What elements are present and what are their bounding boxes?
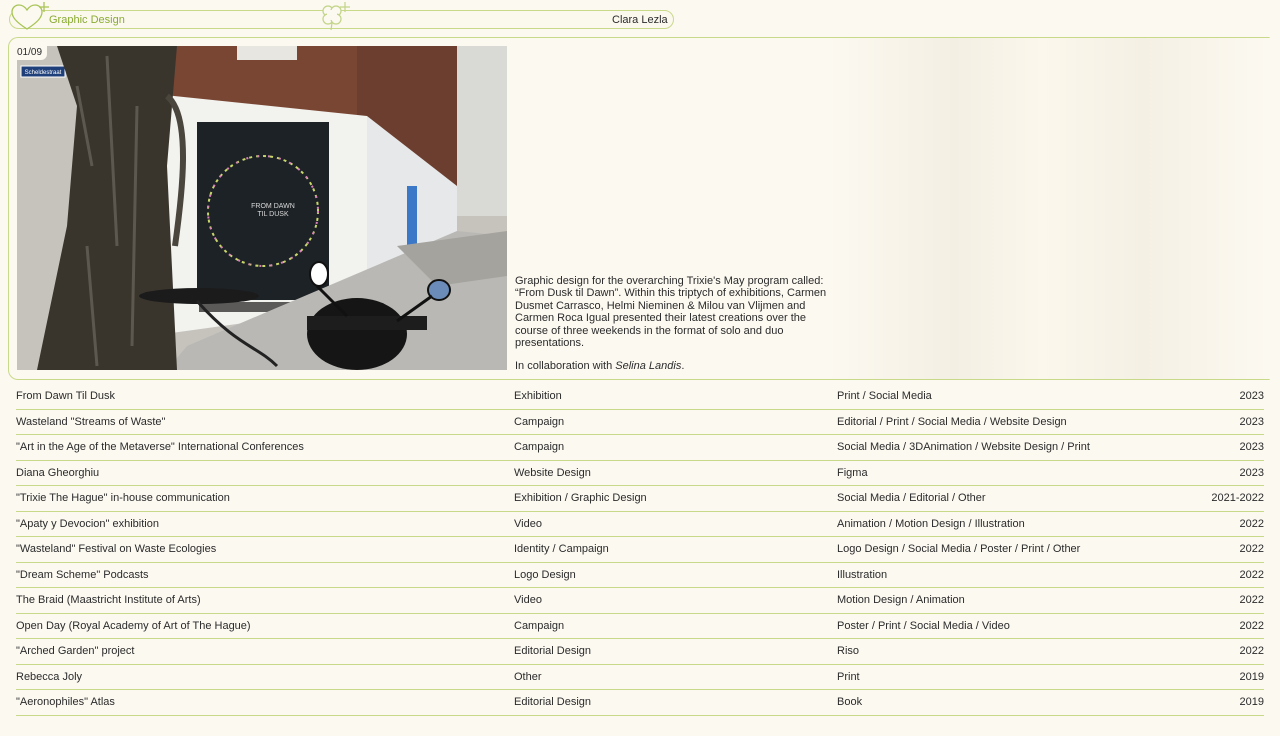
table-row[interactable] bbox=[16, 435, 1264, 461]
heart-icon[interactable] bbox=[8, 2, 50, 32]
window-text-line-2: TIL DUSK bbox=[257, 211, 289, 218]
credit-suffix: . bbox=[681, 360, 685, 372]
project-type: Exhibition bbox=[514, 390, 562, 402]
project-year: 2022 bbox=[1239, 517, 1264, 530]
project-year: 2023 bbox=[1239, 390, 1264, 402]
project-media: Editorial / Print / Social Media / Website Design bbox=[837, 415, 1067, 428]
table-row[interactable] bbox=[16, 690, 1264, 716]
project-year: 2022 bbox=[1239, 543, 1264, 555]
project-media: Motion Design / Animation bbox=[837, 594, 965, 606]
project-type: Editorial Design bbox=[514, 696, 592, 708]
project-media: Poster / Print / Social Media / Video bbox=[837, 619, 1010, 632]
table-row[interactable] bbox=[16, 537, 1264, 563]
project-name: Wasteland "Streams of Waste" bbox=[16, 415, 166, 428]
project-description: Graphic design for the overarching Trixie's May program called: “From Dusk til Dawn”. Within this triptych of exhibitions, Carmen Dusmet Carrasco, Helmi Nieminen & Milou van Vlijmen and Carmen Roca Igual presented their latest creations over the course of three weekends in the format of solo and duo presentations. bbox=[515, 275, 827, 350]
project-media: Riso bbox=[837, 645, 860, 657]
table-row[interactable] bbox=[16, 461, 1264, 487]
credit-prefix: In collaboration with bbox=[515, 360, 616, 372]
project-credit bbox=[515, 360, 684, 373]
project-name: "Apaty y Devocion" exhibition bbox=[16, 517, 159, 530]
project-media: Social Media / 3DAnimation / Website Design / Print bbox=[837, 441, 1090, 453]
nav-section-title[interactable]: Graphic Design bbox=[49, 14, 125, 26]
table-row[interactable] bbox=[16, 563, 1264, 589]
project-media: Print / Social Media bbox=[837, 390, 932, 402]
project-media: Social Media / Editorial / Other bbox=[837, 492, 986, 504]
project-year: 2019 bbox=[1239, 696, 1264, 708]
project-name: From Dawn Til Dusk bbox=[16, 390, 116, 402]
window-text-line-1: FROM DAWN bbox=[251, 203, 295, 210]
project-year: 2022 bbox=[1239, 568, 1264, 581]
table-row[interactable] bbox=[16, 665, 1264, 691]
credit-collaborator: Selina Landis bbox=[615, 360, 682, 372]
table-row[interactable] bbox=[16, 512, 1264, 538]
project-name: "Arched Garden" project bbox=[16, 645, 135, 657]
project-name: "Trixie The Hague" in-house communication bbox=[16, 492, 230, 504]
table-row[interactable] bbox=[16, 639, 1264, 665]
project-type: Identity / Campaign bbox=[514, 543, 609, 555]
project-type: Campaign bbox=[514, 619, 565, 632]
slide-counter: 01/09 bbox=[16, 45, 47, 60]
table-row[interactable] bbox=[16, 614, 1264, 640]
project-year: 2023 bbox=[1239, 415, 1264, 428]
project-name: Diana Gheorghiu bbox=[16, 466, 100, 479]
exhibition-photo-image bbox=[17, 46, 507, 370]
table-row[interactable] bbox=[16, 486, 1264, 512]
project-type: Campaign bbox=[514, 415, 565, 428]
project-type: Editorial Design bbox=[514, 645, 592, 657]
table-row[interactable] bbox=[16, 384, 1264, 410]
street-sign-text: Scheldestraat bbox=[24, 70, 62, 76]
project-year: 2021-2022 bbox=[1211, 492, 1264, 504]
project-name: "Aeronophiles" Atlas bbox=[16, 696, 115, 708]
project-year: 2019 bbox=[1239, 670, 1264, 683]
project-type: Exhibition / Graphic Design bbox=[514, 492, 647, 504]
project-name: The Braid (Maastricht Institute of Arts) bbox=[16, 594, 201, 606]
project-media: Print bbox=[837, 670, 860, 683]
project-media: Illustration bbox=[837, 568, 888, 581]
project-type: Other bbox=[514, 670, 542, 683]
project-name: "Wasteland" Festival on Waste Ecologies bbox=[16, 543, 217, 555]
project-name: "Dream Scheme" Podcasts bbox=[16, 568, 149, 581]
table-row[interactable] bbox=[16, 410, 1264, 436]
project-photo[interactable] bbox=[17, 46, 507, 370]
projects-table bbox=[16, 384, 1264, 716]
table-row[interactable] bbox=[16, 588, 1264, 614]
project-year: 2022 bbox=[1239, 619, 1264, 632]
project-media: Book bbox=[837, 696, 863, 708]
project-year: 2023 bbox=[1239, 466, 1264, 479]
project-type: Logo Design bbox=[514, 568, 576, 581]
nav-author-name[interactable]: Clara Lezla bbox=[612, 14, 668, 26]
project-type: Website Design bbox=[514, 466, 591, 479]
project-media: Figma bbox=[837, 466, 868, 479]
clover-icon[interactable] bbox=[319, 2, 353, 32]
project-year: 2022 bbox=[1239, 645, 1264, 657]
project-year: 2022 bbox=[1239, 594, 1264, 606]
project-media: Logo Design / Social Media / Poster / Print / Other bbox=[837, 543, 1081, 555]
project-name: Open Day (Royal Academy of Art of The Hague) bbox=[16, 619, 251, 632]
project-year: 2023 bbox=[1239, 441, 1264, 453]
project-type: Campaign bbox=[514, 441, 565, 453]
project-name: "Art in the Age of the Metaverse" International Conferences bbox=[16, 441, 304, 453]
project-name: Rebecca Joly bbox=[16, 670, 83, 683]
project-type: Video bbox=[514, 594, 542, 606]
project-media: Animation / Motion Design / Illustration bbox=[837, 517, 1025, 530]
project-type: Video bbox=[514, 517, 542, 530]
